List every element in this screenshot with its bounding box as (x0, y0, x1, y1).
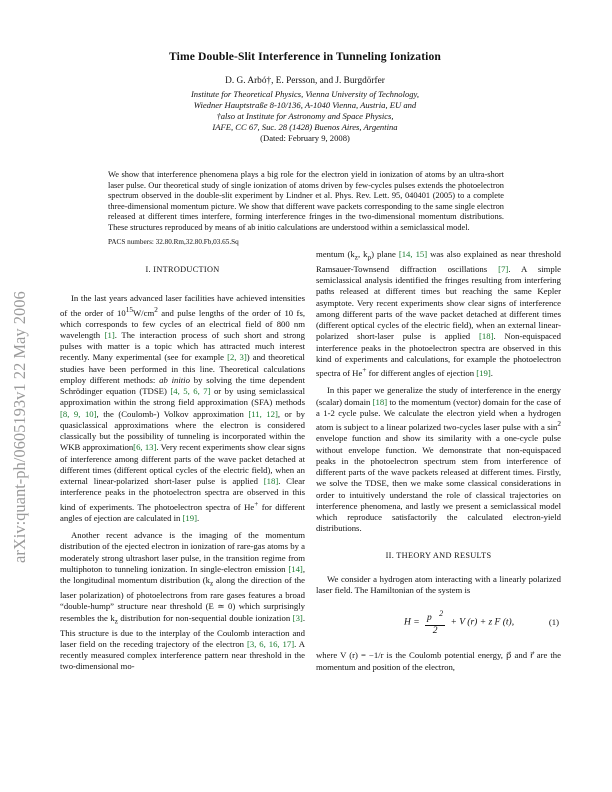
citation-link[interactable]: [14] (288, 563, 303, 574)
theory-paragraph-1: We consider a hydrogen atom interacting with a linearly polarized laser field. The Hamiltonian of the system is (316, 573, 561, 596)
arxiv-identifier-text: arXiv:quant-ph/0605193v1 22 May 2006 (10, 291, 29, 563)
citation-link[interactable]: [3] (292, 612, 303, 623)
equation-number: (1) (548, 617, 559, 628)
citation-link[interactable]: [2, 3] (227, 352, 247, 363)
citation-link[interactable]: [14, 15] (398, 249, 428, 259)
affiliation-line-2: Wiedner Hauptstraße 8-10/136, A-1040 Vienna, Austria, EU and (193, 100, 417, 111)
citation-link[interactable]: [11, 12] (248, 408, 278, 419)
intro-paragraph-2: Another recent advance is the imaging of the momentum distribution of the ejected electron in ionization of rare-gas atoms by a moderately strong ultrashort laser pulse, in the transition regime from multiphoton to tunneling ionization. In single-electron emission [14], the longitudinal momentum distribution ($k_z$ along the direction of the laser polarization) of photoelectrons from rare gases features a broad “double-hump” structure near threshold (E ≃ 0) which surprisingly resembles the $k_z$ distribution for non-sequential double ionization [3]. This structure is due to the interplay of the Coulomb interaction and laser field on the receding trajectory of the electron [3, 6, 16, 17]. A recently measured complex interference pattern near threshold in the two-dimensional mo- (60, 530, 305, 672)
citation-link[interactable]: [19] (182, 512, 198, 523)
pacs-numbers: PACS numbers: 32.80.Rm,32.80.Fb,03.65.Sq (108, 238, 239, 246)
intro-paragraph-3: In this paper we generalize the study of interference in the energy (scalar) domain [18] to the momentum (vector) domain for the case of a 1-2 cycle pulse. We calculate the electron yield when a hydrogen atom is subject to a linear polarized two-cycles laser pulse with a $\sin^2$ envelope function and show its similarity with a one-cycle pulse without envelope function. We demonstrate that non-equispaced peaks in the photoelectron spectrum stem from interference of different parts of the wave packets released at different times. Firstly, we solve the TDSE, then we make some classical considerations in order to intuitively understand the role of classical trajectories on interference phenomena, and lastly we present a semiclassical model which reproduce satisfactorily the calculated electron-yield distributions. (316, 385, 561, 534)
affiliation-line-3: †also at Institute for Astronomy and Space Physics, (216, 111, 394, 122)
intro-paragraph-1: In the last years advanced laser facilities have achieved intensities of the order of $10^{15}W/cm^2$ and pulse lengths of the order of 10 fs, which corresponds to few cycles of an electrical field of 800 nm wavelength [1]. The interaction process of such short and strong pulses with matter is a topic which has attracted much interest recently. Many experimental (see for example [2, 3]) and theoretical studies have been performed in this line. Theoretical calculations employ different methods: ab initio by solving the time dependent Schrödinger equation (TDSE) [4, 5, 6, 7] or by using semiclassical approximation within the strong field approximation (SFA) methods [8, 9, 10], the (Coulomb-) Volkov approximation [11, 12], or by quasiclassical approximations where the electron is considered classically but the possibility of tunneling is incorporated within the WKB approximation[6, 13]. Very recent experiments show clear signs of interference among different parts of the wave packet detached at different times (different optical cycles of the electric field), when an external linear-polarized short-laser pulse is applied [18]. Clear interference peaks in the photoelectron spectra are observed in this kind of experiments. The photoelectron spectra of He+ for different angles of ejection are calculated in [19]. (60, 293, 306, 523)
arxiv-identifier-graphic (6, 215, 32, 565)
arxiv-identifier (6, 215, 32, 565)
citation-link[interactable]: [18] (479, 331, 494, 342)
author-list: D. G. Arbó†, E. Persson, and J. Burgdörfer (225, 76, 385, 86)
paper-title: Time Double-Slit Interference in Tunneling Ionization (169, 50, 441, 63)
citation-link[interactable]: [8, 9, 10] (60, 408, 97, 419)
citation-link[interactable]: [7] (498, 263, 509, 274)
affiliation-line-4: IAFE, CC 67, Suc. 28 (1428) Buenos Aires, Argentina (212, 122, 398, 133)
abstract: We show that interference phenomena plays a big role for the electron yield in ionization of atoms by an ultra-short laser pulse. Our theoretical study of single ionization of atoms driven by few-cycles pulses extends the photoelectron spectrum observed in the double-slit experiment by Lindner et al. Phys. Rev. Lett. 95, 040401 (2005) to a complete three-dimensional momentum picture. We show that different wave packets corresponding to the same single electron released at different times interfere, forming interference fringes in the two-dimensional momentum distributions. These structures reproduced by means of ab initio calculations are understood within a semiclassical model. (108, 170, 504, 232)
date-line: (Dated: February 9, 2008) (260, 133, 350, 144)
citation-link[interactable]: [18] (372, 396, 388, 407)
paper-header (60, 50, 550, 144)
citation-link[interactable]: [19] (476, 368, 491, 379)
equation-body (404, 608, 514, 637)
citation-link[interactable]: [4, 5, 6, 7] (170, 386, 211, 397)
citation-link[interactable]: [18] (263, 476, 279, 487)
left-column (60, 254, 305, 679)
equation-lhs: H = (404, 617, 420, 628)
intro-paragraph-2-continued: mentum ($k_z$, $k_\rho$) plane [14, 15] was also explained as near threshold Ramsauer-Townsend diffraction oscillations [7]. A simple semiclassical analysis identified the fringes resulting from interfering paths released at different times but reaching the same Kepler asymptote. Very recent experiments show clear signs of interference among different parts of the wave packet detached at different times (different optical cycles of the electric field), when an external linear-polarized short-laser pulse is applied [18]. Non-equispaced interference peaks in the photoelectron spectra are observed in this kind of experiments and calculations, for example the photoelectron spectra of He+ for different angles of ejection [19]. (316, 249, 561, 379)
right-column (316, 249, 561, 679)
fraction-denominator: 2 (432, 625, 438, 636)
affiliation-line-1: Institute for Theoretical Physics, Vienna University of Technology, (190, 89, 420, 99)
citation-link[interactable]: [6, 13] (133, 442, 157, 453)
equation-fraction (425, 608, 445, 637)
theory-paragraph-2: where V (r) = −1/r is the Coulomb potential energy, p⃗ and r⃗ are the momentum and position of the electron, (316, 650, 561, 672)
section-heading-introduction: I. INTRODUCTION (145, 265, 220, 274)
equation-rhs: + V (r) + z F (t), (450, 617, 515, 628)
fraction-numerator: p⃗$^2$ (425, 608, 445, 625)
citation-link[interactable]: [1] (104, 329, 115, 340)
section-heading-theory: II. THEORY AND RESULTS (385, 550, 492, 560)
citation-link[interactable]: [3, 6, 16, 17] (246, 638, 295, 649)
equation-1 (316, 604, 561, 644)
